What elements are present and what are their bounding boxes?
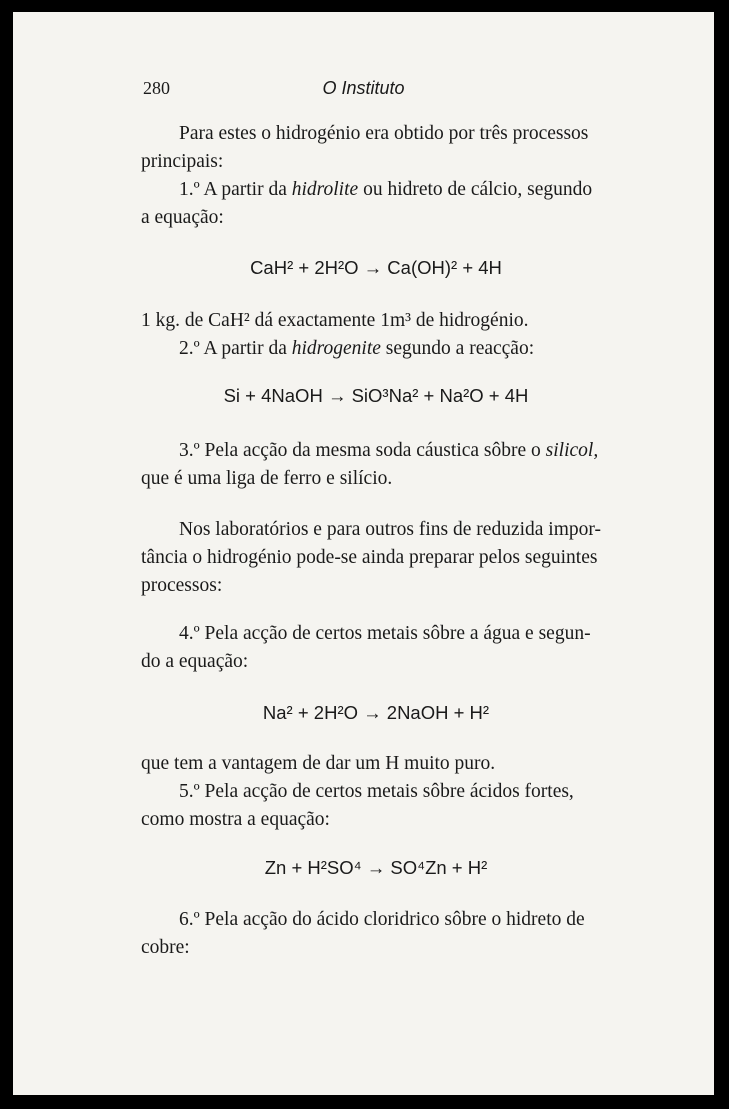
journal-title: O Instituto [322,78,405,98]
item-5-line-2: como mostra a equação: [141,809,330,830]
term-silicol: silicol, [545,440,599,461]
term-hidrogenite: hidrogenite [291,338,381,359]
item-4-note [141,750,611,778]
item-6-line-1: 6.º Pela acção do ácido cloridrico sôbre o hidreto de [179,909,585,930]
item-5-line-1: 5.º Pela acção de certos metais sôbre ácidos fortes, [179,781,574,802]
item-1-line-2: a equação: [141,207,224,228]
item-6-line-2: cobre: [141,937,190,958]
note-line-2: que tem a vantagem de dar um H muito puro. [141,753,496,774]
item-1-note [141,307,611,335]
item-3-text-a: 3.º Pela acção da mesma soda cáustica sôbre o [179,440,546,461]
item-1-text-b: ou hidreto de cálcio, segundo [358,179,593,200]
lab-line-2: tância o hidrogénio pode-se ainda preparar pelos seguintes [141,547,598,568]
equation-1: CaH² + 2H²O → Ca(OH)² + 4H [250,257,502,278]
equation-4: Zn + H²SO⁴ → SO⁴Zn + H² [264,857,488,878]
equation-3: Na² + 2H²O → 2NaOH + H² [262,702,490,723]
lab-line-3: processos: [141,575,223,596]
paragraph-laboratories [141,516,611,600]
item-4-line-1: 4.º Pela acção de certos metais sôbre a água e segun- [179,623,591,644]
item-3-line-2: que é uma liga de ferro e silício. [141,468,393,489]
item-2-text-b: segundo a reacção: [380,338,535,359]
item-1 [141,176,611,232]
intro-line-2: principais: [141,151,224,172]
lab-line-1: Nos laboratórios e para outros fins de reduzida impor- [179,519,601,540]
paragraph-intro [141,120,611,176]
item-1-line-1 [141,176,611,204]
book-page [13,12,714,1095]
note-line: 1 kg. de CaH² dá exactamente 1m³ de hidrogénio. [141,310,529,331]
equation-2: Si + 4NaOH → SiO³Na² + Na²O + 4H [223,385,529,406]
item-4-line-2: do a equação: [141,651,249,672]
page-number: 280 [143,78,170,98]
item-2-line-1 [141,335,611,363]
item-4 [141,620,611,676]
item-5 [141,778,611,834]
item-2 [141,335,611,363]
item-6 [141,906,611,962]
intro-line-1: Para estes o hidrogénio era obtido por três processos [179,123,589,144]
item-2-text-a: 2.º A partir da [179,338,292,359]
term-hidrolite: hidrolite [291,179,359,200]
item-3-line-1 [141,437,611,465]
item-3 [141,437,611,493]
item-1-text-a: 1.º A partir da [179,179,292,200]
running-header [13,78,714,102]
